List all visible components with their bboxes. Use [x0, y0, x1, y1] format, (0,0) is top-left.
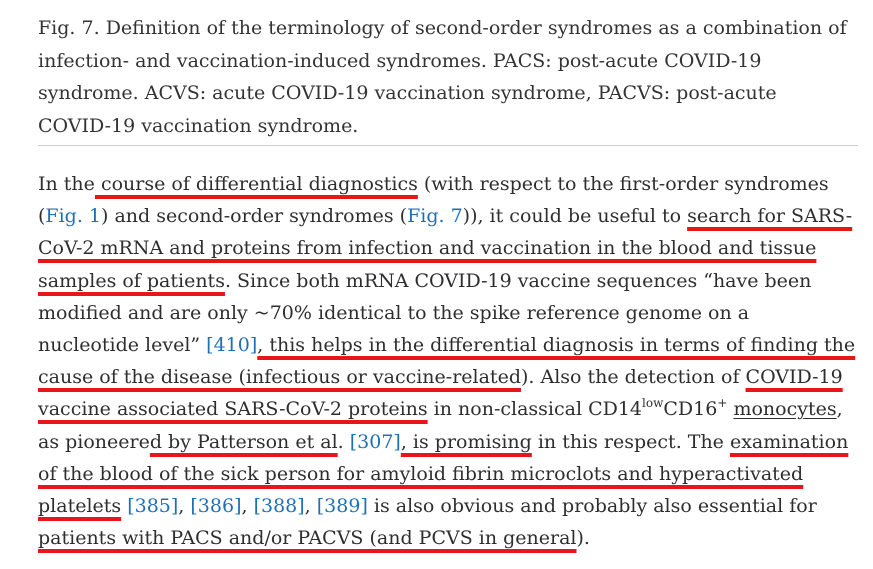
reference-link-389[interactable]: [389]: [316, 495, 368, 518]
reference-link-388[interactable]: [388]: [253, 495, 305, 518]
highlighted-phrase: d by Patterson et al: [149, 430, 338, 453]
highlighted-phrase: , this helps in the differential diagnosis in terms of finding the cause of the disease (infectious or vaccine-related: [38, 334, 856, 389]
highlighted-phrase: COVID-19 vaccine associated SARS-CoV-2 proteins: [38, 366, 843, 421]
divider: [38, 145, 858, 146]
highlighted-phrase: course of differential diagnostics: [94, 173, 418, 195]
text-segment: In the: [38, 173, 95, 195]
text-segment: is also obvious and probably also essential for: [367, 495, 817, 518]
separator: ,: [304, 495, 317, 518]
article-paragraph: [38, 168, 856, 554]
superscript-plus: +: [717, 396, 728, 411]
underlined-term: monocytes: [733, 398, 837, 421]
figure-link-fig7[interactable]: Fig. 7: [407, 205, 463, 228]
text-segment: )), it could be useful to: [462, 205, 688, 228]
highlighted-phrase: examination of the blood of the sick person for amyloid fibrin microclots and hyperactivated platelets: [38, 430, 849, 518]
separator: ,: [241, 495, 254, 518]
caption-text: Definition of the terminology of second-order syndromes as a combination of infection- and vaccination-induced syndromes. PACS: post-acute COVID-19 syndrome. ACVS: acute COVID-19 vaccination syndrome, PACVS: post-acute COVID-19 vaccination syndrome.: [38, 17, 847, 138]
highlighted-phrase: , is promising: [400, 430, 532, 453]
paragraph-text: [38, 168, 856, 554]
separator: ,: [178, 495, 191, 518]
superscript-low: low: [642, 396, 664, 411]
reference-link-307[interactable]: [307]: [349, 430, 401, 453]
text-segment: ) and second-order syndromes (: [101, 205, 408, 228]
figure-link-fig1[interactable]: Fig. 1: [45, 205, 102, 228]
highlighted-phrase: search for SARS-CoV-2 mRNA and proteins from infection and vaccination in the blood and tissue samples of patients: [38, 205, 853, 292]
text-segment: in non-classical CD14: [427, 398, 643, 421]
text-segment: (with respect to the first-order syndromes (: [38, 173, 829, 228]
reference-link-386[interactable]: [386]: [190, 495, 242, 518]
figure-caption: [38, 12, 850, 143]
caption-label: Fig. 7.: [38, 17, 100, 39]
text-segment: .: [337, 430, 350, 453]
highlighted-phrase: patients with PACS and/or PACVS (and PCVS in general: [38, 527, 577, 550]
text-segment: CD16: [663, 398, 718, 421]
text-segment: ). Also the detection of: [520, 366, 746, 389]
reference-link-385[interactable]: [385]: [127, 495, 179, 518]
text-segment: , as pioneere: [38, 398, 843, 453]
reference-link-410[interactable]: [410]: [206, 334, 258, 357]
text-segment: . Since both mRNA COVID-19 vaccine sequences “have been modified and are only ~70% identical to the spike reference genome on a nucleotide level”: [38, 269, 812, 357]
text-segment: in this respect. The: [531, 430, 730, 453]
text-segment: ).: [576, 527, 590, 550]
